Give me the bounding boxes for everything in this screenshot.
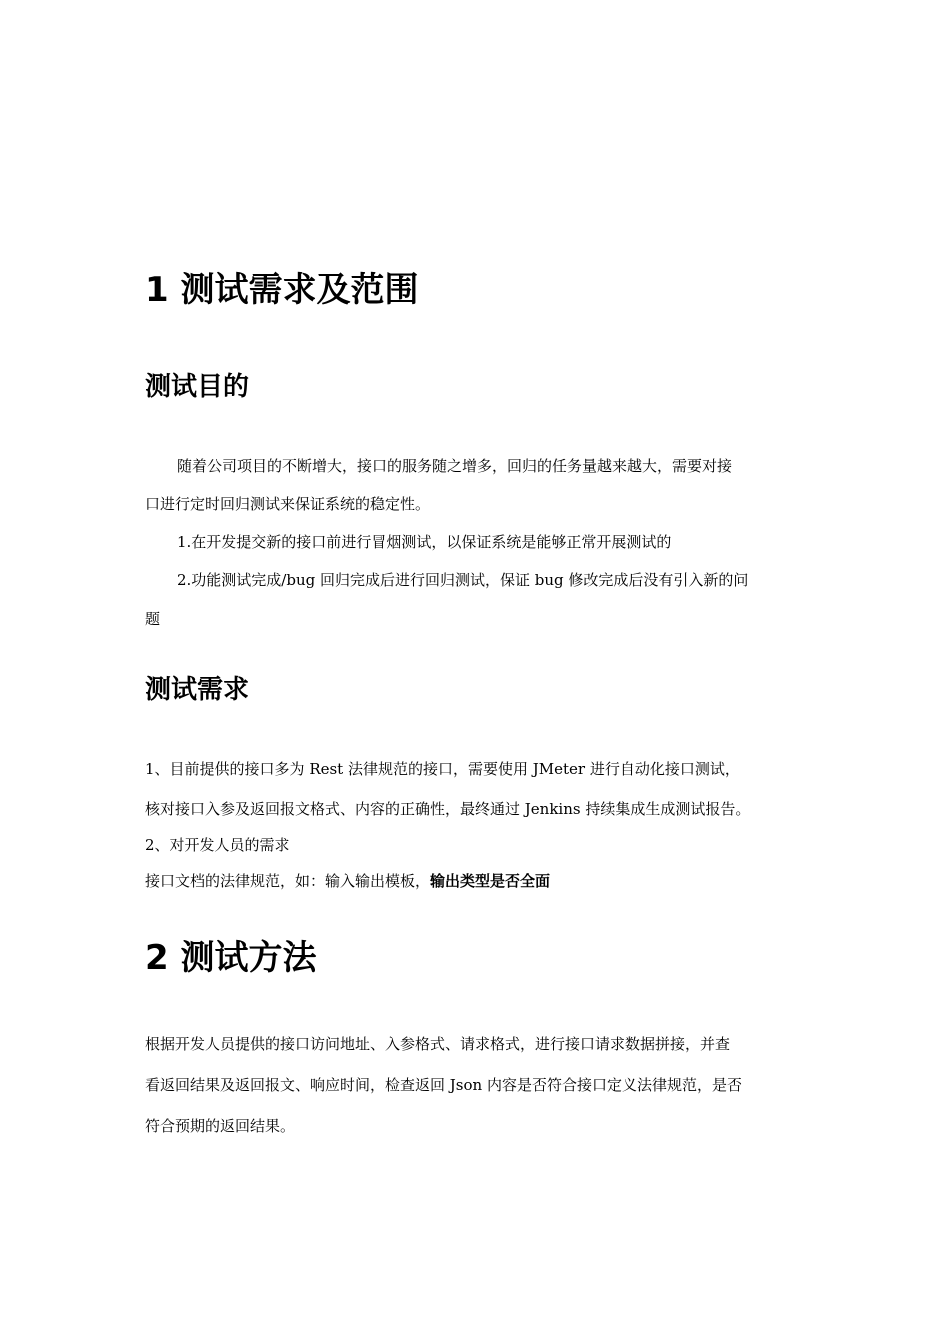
requirements-item-1-line1: 1、目前提供的接口多为 Rest 法律规范的接口，需要使用 JMeter 进行自动化接口测试， (145, 760, 740, 778)
requirements-item-2: 2、对开发人员的需求 (145, 836, 290, 854)
requirements-item-3-bold: 输出类型是否全面 (430, 872, 551, 890)
requirements-item-3 (145, 870, 550, 892)
section1-title: 1 测试需求及范围 (145, 270, 419, 310)
purpose-item-2-line2: 题 (145, 610, 161, 628)
purpose-paragraph-line2: 口进行定时回归测试来保证系统的稳定性。 (145, 495, 431, 513)
purpose-item-2-line1: 2.功能测试完成/bug 回归完成后进行回归测试，保证 bug 修改完成后没有引入新的问 (177, 571, 749, 589)
purpose-paragraph-line1: 随着公司项目的不断增大，接口的服务随之增多，回归的任务量越来越大，需要对接 (177, 457, 733, 475)
requirements-item-1-line2: 核对接口入参及返回报文格式、内容的正确性，最终通过 Jenkins 持续集成生成测试报告。 (145, 800, 751, 818)
purpose-heading: 测试目的 (145, 372, 250, 402)
method-paragraph-line2: 看返回结果及返回报文、响应时间，检查返回 Json 内容是否符合接口定义法律规范，是否 (145, 1076, 742, 1094)
method-paragraph-line1: 根据开发人员提供的接口访问地址、入参格式、请求格式，进行接口请求数据拼接，并查 (145, 1035, 731, 1053)
method-paragraph-line3: 符合预期的返回结果。 (145, 1117, 296, 1135)
requirements-heading: 测试需求 (145, 675, 250, 705)
requirements-item-3-text: 接口文档的法律规范，如：输入输出模板， (145, 872, 431, 890)
section2-title: 2 测试方法 (145, 938, 317, 978)
purpose-item-1: 1.在开发提交新的接口前进行冒烟测试，以保证系统是能够正常开展测试的 (177, 533, 672, 551)
